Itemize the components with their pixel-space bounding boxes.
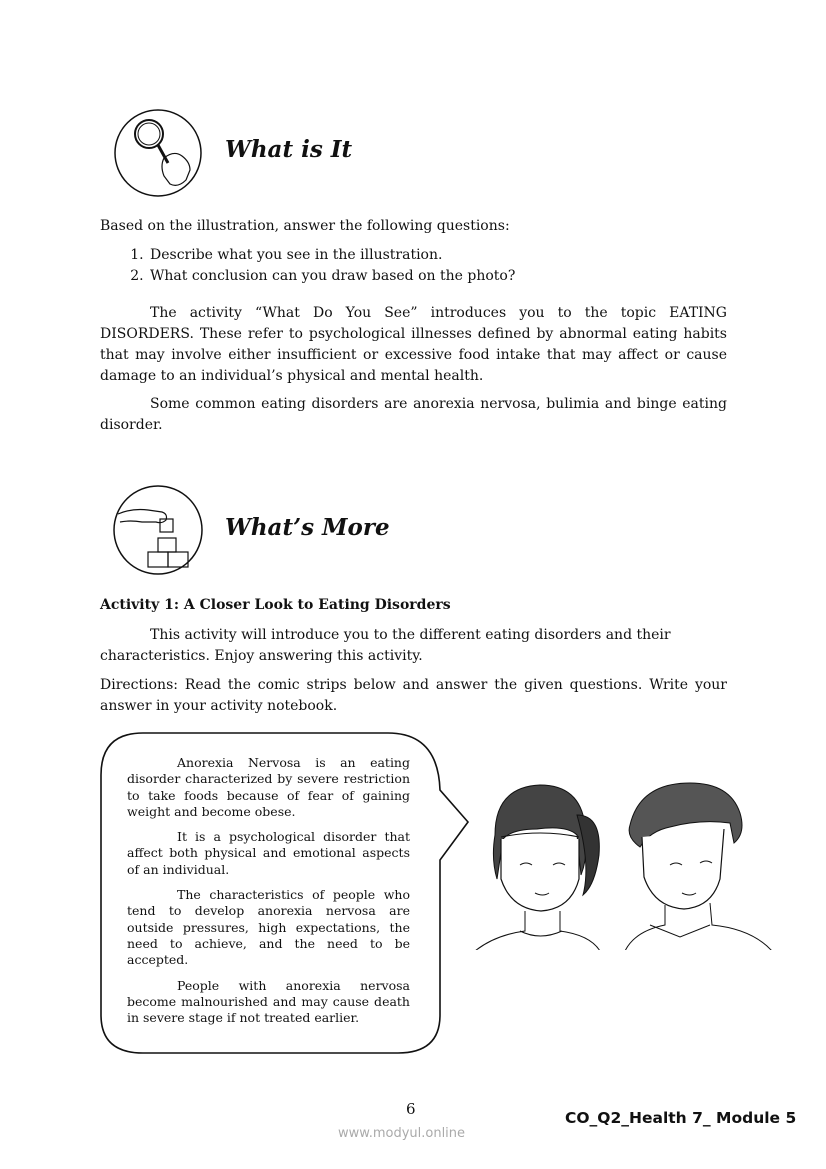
section1-intro: Based on the illustration, answer the following questions: <box>100 218 510 234</box>
bubble-paragraph: Anorexia Nervosa is an eating disorder characterized by severe restriction to take foods because of fear of gaining weight and become obese. <box>127 755 410 819</box>
section1-paragraph: Some common eating disorders are anorexia nervosa, bulimia and binge eating disorder. <box>100 396 727 433</box>
girl-illustration <box>465 775 615 950</box>
question-list <box>100 245 775 287</box>
page-number: 6 <box>406 1100 416 1118</box>
activity-intro: This activity will introduce you to the different eating disorders and their characteristics. Enjoy answering this activity. <box>100 627 671 664</box>
bubble-paragraph: The characteristics of people who tend to develop anorexia nervosa are outside pressures, high expectations, the need to achieve, and the need to be accepted. <box>127 887 410 968</box>
watermark: www.modyul.online <box>338 1126 466 1141</box>
boy-illustration <box>620 775 790 950</box>
bubble-paragraph: It is a psychological disorder that affect both physical and emotional aspects of an individual. <box>127 829 410 877</box>
magnifying-glass-icon <box>112 108 204 198</box>
section1-paragraph: The activity “What Do You See” introduces you to the topic EATING DISORDERS. These refer to psychological illnesses defined by abnormal eating habits that may involve either insufficient or excessive food intake that may affect or cause damage to an individual’s physical and mental health. <box>100 305 727 384</box>
activity-directions: Directions: Read the comic strips below and answer the given questions. Write your answer in your activity notebook. <box>100 677 727 714</box>
bubble-text <box>127 755 410 1035</box>
question-item: 1. Describe what you see in the illustration. <box>148 245 775 266</box>
module-code: CO_Q2_Health 7_ Module 5 <box>565 1109 797 1127</box>
bubble-paragraph: People with anorexia nervosa become malnourished and may cause death in severe stage if not treated earlier. <box>127 977 410 1026</box>
stacking-blocks-icon <box>112 484 204 576</box>
activity-title: Activity 1: A Closer Look to Eating Disorders <box>100 597 451 613</box>
section-title-whats-more: What’s More <box>225 514 390 541</box>
section-title-what-is-it: What is It <box>225 136 353 163</box>
question-item: 2. What conclusion can you draw based on the photo? <box>148 266 775 287</box>
